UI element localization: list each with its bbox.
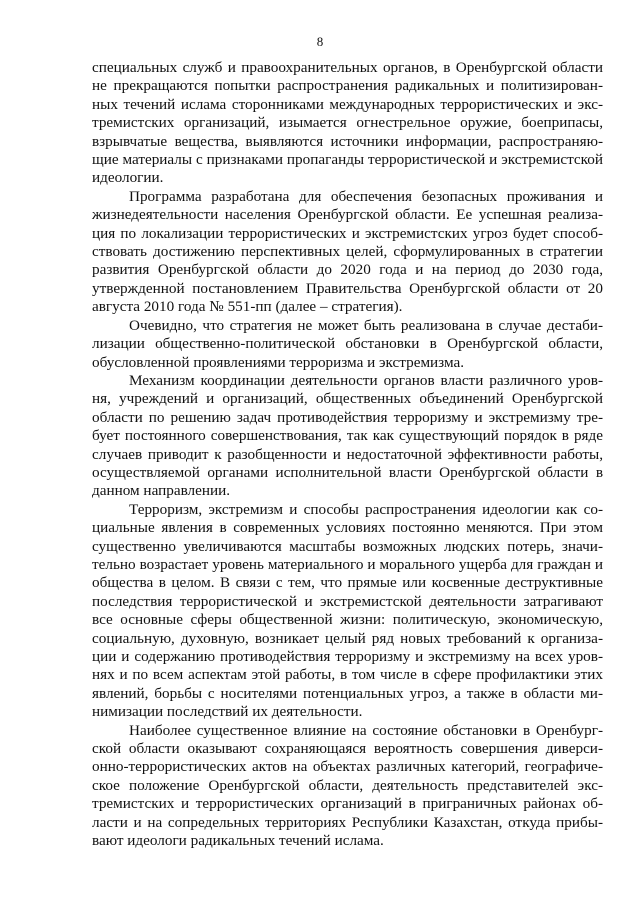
paragraph-main-influence: Наиболее существенное влияние на состояние обстановки в Оренбургской области оказывают сохраняющаяся вероятность совершения диверсионно-террористических актов на объектах различных категорий, географическое положение Оренбургской области, деятельность представителей экстремистских и террористических организаций в приграничных районах области и на сопредельных территориях Республики Казахстан, откуда прибывают идеологи радикальных течений ислама. [92, 721, 603, 850]
paragraph-program-purpose: Программа разработана для обеспечения безопасных проживания и жизнедеятельности населения Оренбургской области. Ее успешная реализация по локализации террористических и экстремистских угроз будет способствовать достижению перспективных целей, сформулированных в стратегии развития Оренбургской области до 2020 года и на период до 2030 года, утвержденной постановлением Правительства Оренбургской области от 20 августа 2010 года № 551-пп (далее – стратегия). [92, 187, 603, 316]
paragraph-coordination-mechanism: Механизм координации деятельности органов власти различного уровня, учреждений и организаций, общественных объединений Оренбургской области по решению задач противодействия терроризму и экстремизму требует постоянного совершенствования, так как существующий порядок в ряде случаев приводит к разобщенности и недостаточной эффективности работы, осуществляемой органами исполнительной власти Оренбургской области в данном направлении. [92, 371, 603, 500]
paragraph-strategy-risk: Очевидно, что стратегия не может быть реализована в случае дестабилизации общественно-политической обстановки в Оренбургской области, обусловленной проявлениями терроризма и экстремизма. [92, 316, 603, 371]
paragraph-terrorism-phenomena: Терроризм, экстремизм и способы распространения идеологии как социальные явления в современных условиях постоянно меняются. При этом существенно увеличиваются масштабы возможных людских потерь, значительно возрастает уровень материального и морального ущерба для граждан и общества в целом. В связи с тем, что прямые или косвенные деструктивные последствия террористической и экстремистской деятельности затрагивают все основные сферы общественной жизни: политическую, экономическую, социальную, духовную, возникает целый ряд новых требований к организации и содержанию противодействия терроризму и экстремизму на всех уровнях и по всем аспектам этой работы, в том числе в сфере профилактики этих явлений, борьбы с носителями потенциальных угроз, а также в области минимизации последствий их деятельности. [92, 500, 603, 721]
paragraph-continuation: специальных служб и правоохранительных органов, в Оренбургской области не прекращаются попытки распространения радикальных и политизированных течений ислама сторонниками международных террористических и экстремистских организаций, изымается огнестрельное оружие, боеприпасы, взрывчатые вещества, выявляются источники информации, распространяющие материалы с признаками пропаганды террористической и экстремистской идеологии. [92, 59, 603, 187]
page-number: 8 [316, 34, 324, 49]
document-body [92, 59, 603, 850]
